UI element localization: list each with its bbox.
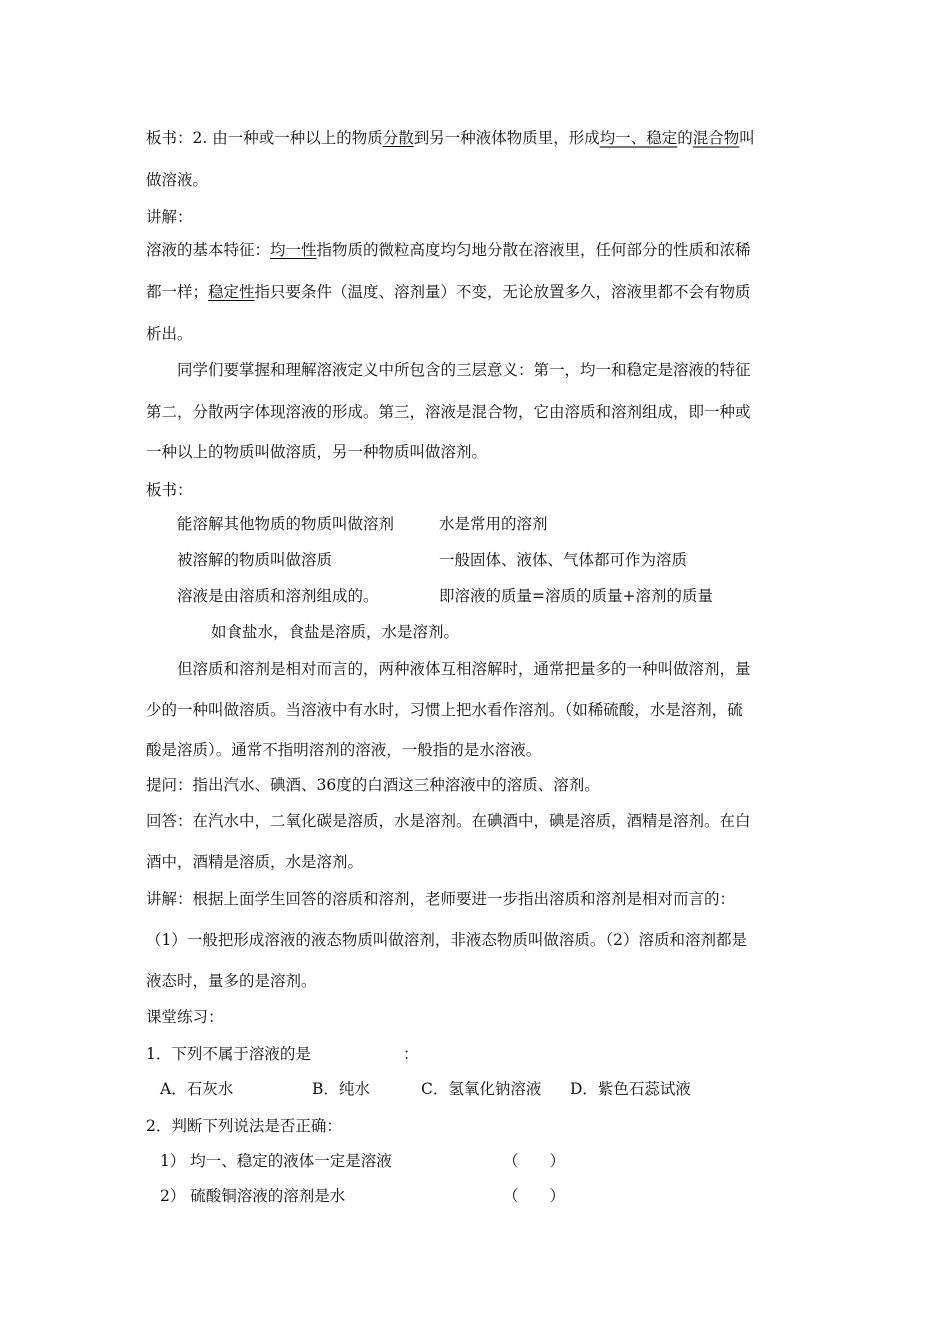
paragraph-line: 酸是溶质）。通常不指明溶剂的溶液，一般指的是水溶液。: [146, 741, 542, 759]
definition-line-1: [146, 128, 755, 148]
board-right: 即溶液的质量=溶质的质量+溶剂的质量: [439, 587, 713, 605]
text: 到另一种液体物质里，形成: [413, 129, 600, 147]
text: 指只要条件（温度、溶剂量）不变，无论放置多久，溶液里都不会有物质: [254, 283, 751, 301]
underlined-term: 均一性: [270, 241, 317, 259]
features-line-1: [146, 240, 751, 260]
paragraph-line: 但溶质和溶剂是相对而言的，两种液体互相溶解时，通常把量多的一种叫做溶剂，量: [177, 660, 751, 678]
q2-stem: 2．判断下列说法是否正确：: [146, 1117, 342, 1135]
paragraph-line: 少的一种叫做溶质。当溶液中有水时，习惯上把水看作溶剂。（如稀硫酸，水是溶剂，硫: [146, 701, 743, 719]
text: 都一样；: [146, 283, 209, 301]
features-line-3: 析出。: [146, 325, 193, 343]
answer-line: 酒中，酒精是溶质，水是溶剂。: [146, 853, 364, 871]
answer-line: 回答：在汽水中，二氧化碳是溶质，水是溶剂。在碘酒中，碘是溶质，酒精是溶剂。在白: [146, 812, 751, 830]
text: 叫: [739, 129, 755, 147]
paragraph-line: 同学们要掌握和理解溶液定义中所包含的三层意义：第一，均一和稳定是溶液的特征: [177, 361, 751, 379]
text: 板书：2. 由一种或一种以上的物质: [146, 129, 383, 147]
q1-colon: ：: [403, 1045, 419, 1063]
board-heading: 板书：: [146, 481, 193, 499]
text: 指物质的微粒高度均匀地分散在溶液里，任何部分的性质和浓稀: [316, 241, 751, 259]
board-right: 一般固体、液体、气体都可作为溶质: [439, 551, 688, 569]
board-left: 被溶解的物质叫做溶质: [177, 551, 333, 569]
q1-option-c: C．氢氧化钠溶液: [421, 1080, 542, 1098]
underlined-term: 均一、稳定: [599, 129, 678, 147]
q2-answer-blank: （ ）: [503, 1187, 566, 1205]
q1-option-b: B．纯水: [312, 1080, 370, 1098]
q2-item: 1） 均一、稳定的液体一定是溶液: [160, 1152, 392, 1170]
board-example: 如食盐水，食盐是溶质，水是溶剂。: [211, 623, 460, 641]
underlined-term: 分散: [382, 129, 414, 147]
text: 的: [677, 129, 693, 147]
q1-option-d: D．紫色石蕊试液: [570, 1080, 691, 1098]
question-line: 提问：指出汽水、碘酒、36度的白酒这三种溶液中的溶质、溶剂。: [146, 776, 600, 794]
features-line-2: [146, 282, 751, 302]
explain-line: 液态时，量多的是溶剂。: [146, 972, 317, 990]
q2-answer-blank: （ ）: [503, 1152, 566, 1170]
definition-line-2: 做溶液。: [146, 171, 209, 189]
explain-line: 讲解：根据上面学生回答的溶质和溶剂，老师要进一步指出溶质和溶剂是相对而言的：: [146, 890, 736, 908]
q2-item: 2） 硫酸铜溶液的溶剂是水: [160, 1187, 346, 1205]
board-left: 能溶解其他物质的物质叫做溶剂: [177, 515, 395, 533]
board-left: 溶液是由溶质和溶剂组成的。: [177, 587, 379, 605]
underlined-term: 混合物: [692, 129, 740, 147]
explain-line: （1）一般把形成溶液的液态物质叫做溶剂，非液态物质叫做溶质。（2）溶质和溶剂都是: [146, 931, 747, 949]
board-right: 水是常用的溶剂: [439, 515, 548, 533]
underlined-term: 稳定性: [208, 283, 255, 301]
practice-heading: 课堂练习：: [146, 1008, 224, 1026]
paragraph-line: 一种以上的物质叫做溶质，另一种物质叫做溶剂。: [146, 443, 488, 461]
q1-option-a: A．石灰水: [160, 1080, 234, 1098]
paragraph-line: 第二，分散两字体现溶液的形成。第三，溶液是混合物，它由溶质和溶剂组成，即一种或: [146, 403, 751, 421]
q1-stem: 1．下列不属于溶液的是: [146, 1045, 311, 1063]
text: 溶液的基本特征：: [146, 241, 271, 259]
explain-heading: 讲解：: [146, 208, 193, 226]
